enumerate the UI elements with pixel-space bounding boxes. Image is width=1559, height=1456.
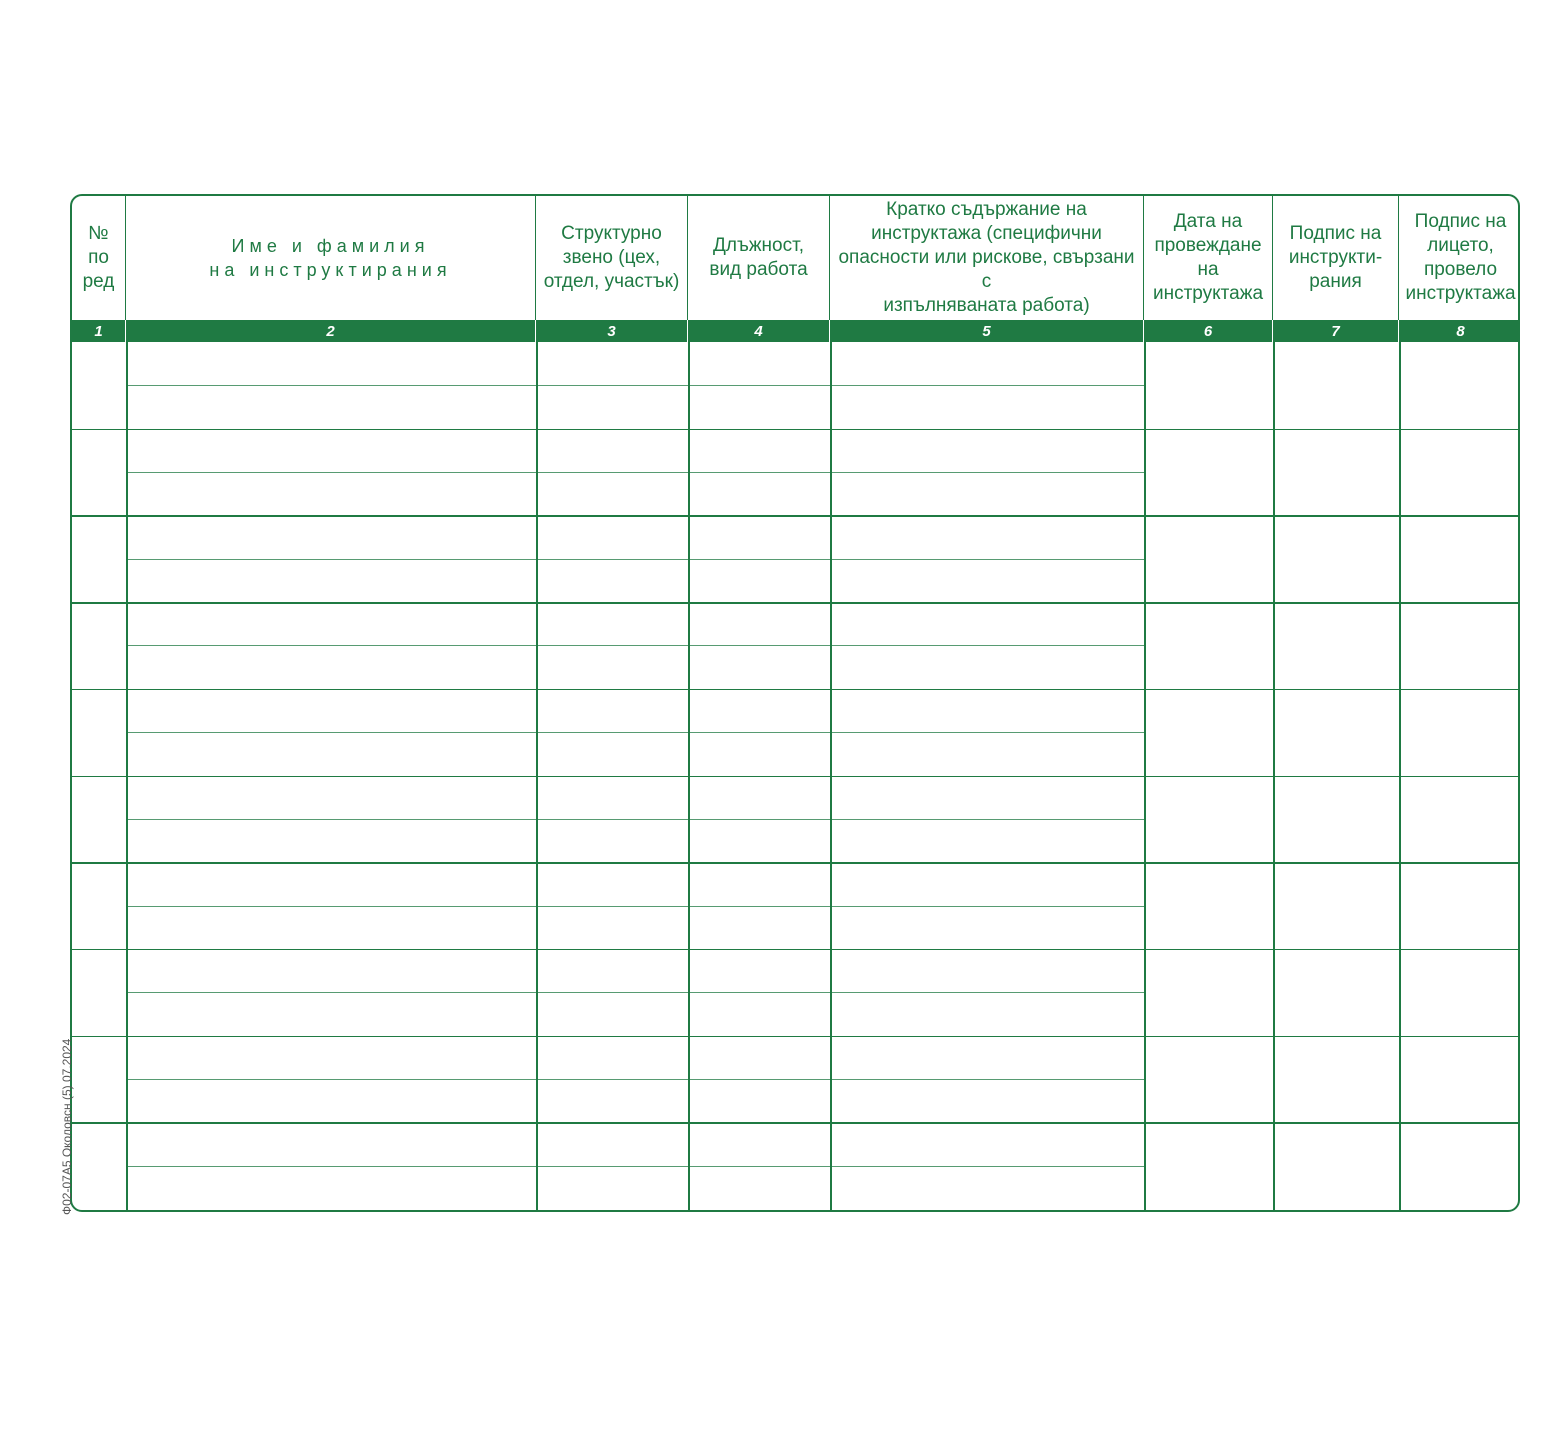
table-cell-col-4[interactable]	[688, 689, 830, 776]
column-header-2	[126, 196, 536, 320]
column-number-2: 2	[126, 320, 536, 342]
table-cell-col-7[interactable]	[1273, 776, 1399, 863]
table-cell-col-2[interactable]	[126, 602, 536, 689]
table-cell-col-6[interactable]	[1144, 949, 1273, 1036]
table-cell-col-8[interactable]	[1399, 689, 1520, 776]
table-header	[72, 196, 1518, 320]
table-cell-col-4[interactable]	[688, 602, 830, 689]
table-cell-col-1[interactable]	[72, 342, 126, 429]
table-cell-col-8[interactable]	[1399, 862, 1520, 949]
table-cell-col-8[interactable]	[1399, 1122, 1520, 1209]
table-cell-col-8[interactable]	[1399, 515, 1520, 602]
table-cell-col-3[interactable]	[536, 949, 688, 1036]
column-number-5: 5	[830, 320, 1144, 342]
table-cell-col-5[interactable]	[830, 1036, 1144, 1123]
column-header-1	[72, 196, 126, 320]
table-cell-col-8[interactable]	[1399, 342, 1520, 429]
table-cell-col-1[interactable]	[72, 602, 126, 689]
table-cell-col-3[interactable]	[536, 342, 688, 429]
column-header-3	[536, 196, 688, 320]
table-cell-col-1[interactable]	[72, 689, 126, 776]
table-cell-col-7[interactable]	[1273, 1122, 1399, 1209]
column-header-text: № по ред	[82, 223, 115, 292]
column-header-4	[688, 196, 830, 320]
table-cell-col-8[interactable]	[1399, 776, 1520, 863]
column-number-4: 4	[688, 320, 830, 342]
table-cell-col-2[interactable]	[126, 429, 536, 516]
table-cell-col-5[interactable]	[830, 429, 1144, 516]
table-cell-col-1[interactable]	[72, 949, 126, 1036]
table-cell-col-2[interactable]	[126, 689, 536, 776]
table-cell-col-6[interactable]	[1144, 862, 1273, 949]
instruction-register-table	[70, 194, 1520, 1212]
table-cell-col-6[interactable]	[1144, 342, 1273, 429]
table-cell-col-6[interactable]	[1144, 1122, 1273, 1209]
table-cell-col-6[interactable]	[1144, 1036, 1273, 1123]
table-cell-col-1[interactable]	[72, 862, 126, 949]
table-cell-col-4[interactable]	[688, 1036, 830, 1123]
table-cell-col-1[interactable]	[72, 515, 126, 602]
table-cell-col-5[interactable]	[830, 776, 1144, 863]
table-cell-col-6[interactable]	[1144, 776, 1273, 863]
table-cell-col-2[interactable]	[126, 776, 536, 863]
column-header-text: Име и фамилия на инструктирания	[209, 236, 452, 280]
table-cell-col-3[interactable]	[536, 1036, 688, 1123]
table-cell-col-5[interactable]	[830, 689, 1144, 776]
table-cell-col-3[interactable]	[536, 689, 688, 776]
table-cell-col-5[interactable]	[830, 1122, 1144, 1209]
table-cell-col-3[interactable]	[536, 1122, 688, 1209]
column-number-3: 3	[536, 320, 688, 342]
column-header-5	[830, 196, 1144, 320]
table-cell-col-1[interactable]	[72, 776, 126, 863]
column-number-1: 1	[72, 320, 126, 342]
column-header-text: Подпис на лицето, провело инструктажа	[1405, 211, 1516, 304]
table-cell-col-2[interactable]	[126, 515, 536, 602]
table-cell-col-4[interactable]	[688, 515, 830, 602]
column-number-7: 7	[1273, 320, 1399, 342]
column-header-text: Длъжност, вид работа	[709, 235, 808, 280]
table-cell-col-7[interactable]	[1273, 1036, 1399, 1123]
form-code-vertical	[34, 955, 74, 1215]
table-cell-col-1[interactable]	[72, 429, 126, 516]
table-cell-col-5[interactable]	[830, 602, 1144, 689]
table-cell-col-2[interactable]	[126, 1036, 536, 1123]
table-cell-col-5[interactable]	[830, 949, 1144, 1036]
table-cell-col-7[interactable]	[1273, 429, 1399, 516]
column-header-text: Кратко съдържание на инструктажа (специфични опасности или рискове, свързани с изпълняваната работа)	[838, 199, 1135, 316]
form-code-text: Ф02-07А5 Околовсн (5) 07.2024	[60, 1038, 74, 1215]
table-cell-col-3[interactable]	[536, 515, 688, 602]
column-header-text: Дата на провеждане на инструктажа	[1152, 211, 1264, 304]
column-number-bar	[72, 320, 1518, 342]
table-cell-col-6[interactable]	[1144, 429, 1273, 516]
column-header-7	[1273, 196, 1399, 320]
table-cell-col-8[interactable]	[1399, 949, 1520, 1036]
table-cell-col-6[interactable]	[1144, 515, 1273, 602]
table-cell-col-4[interactable]	[688, 1122, 830, 1209]
table-cell-col-7[interactable]	[1273, 602, 1399, 689]
table-cell-col-8[interactable]	[1399, 429, 1520, 516]
table-cell-col-4[interactable]	[688, 862, 830, 949]
table-cell-col-2[interactable]	[126, 1122, 536, 1209]
column-header-text: Структурно звено (цех, отдел, участък)	[543, 223, 680, 292]
table-cell-col-3[interactable]	[536, 776, 688, 863]
table-body	[72, 342, 1518, 1210]
table-cell-col-7[interactable]	[1273, 689, 1399, 776]
table-cell-col-6[interactable]	[1144, 602, 1273, 689]
table-cell-col-3[interactable]	[536, 862, 688, 949]
column-number-8: 8	[1456, 322, 1465, 340]
column-header-8	[1399, 196, 1520, 320]
table-cell-col-4[interactable]	[688, 342, 830, 429]
column-header-6	[1144, 196, 1273, 320]
table-cell-col-5[interactable]	[830, 515, 1144, 602]
table-cell-col-8[interactable]	[1399, 1036, 1520, 1123]
table-cell-col-3[interactable]	[536, 429, 688, 516]
table-cell-col-2[interactable]	[126, 862, 536, 949]
table-cell-col-4[interactable]	[688, 776, 830, 863]
column-header-text: Подпис на инструкти- рания	[1288, 223, 1383, 292]
table-cell-col-5[interactable]	[830, 862, 1144, 949]
table-cell-col-4[interactable]	[688, 429, 830, 516]
table-cell-col-1[interactable]	[72, 1036, 126, 1123]
table-cell-col-2[interactable]	[126, 949, 536, 1036]
table-cell-col-1[interactable]	[72, 1122, 126, 1209]
table-cell-col-7[interactable]	[1273, 862, 1399, 949]
table-cell-col-3[interactable]	[536, 602, 688, 689]
table-cell-col-8[interactable]	[1399, 602, 1520, 689]
table-cell-col-6[interactable]	[1144, 689, 1273, 776]
table-cell-col-7[interactable]	[1273, 515, 1399, 602]
table-cell-col-5[interactable]	[830, 342, 1144, 429]
table-cell-col-4[interactable]	[688, 949, 830, 1036]
table-cell-col-7[interactable]	[1273, 949, 1399, 1036]
table-cell-col-2[interactable]	[126, 342, 536, 429]
table-cell-col-7[interactable]	[1273, 342, 1399, 429]
column-number-6: 6	[1144, 320, 1273, 342]
